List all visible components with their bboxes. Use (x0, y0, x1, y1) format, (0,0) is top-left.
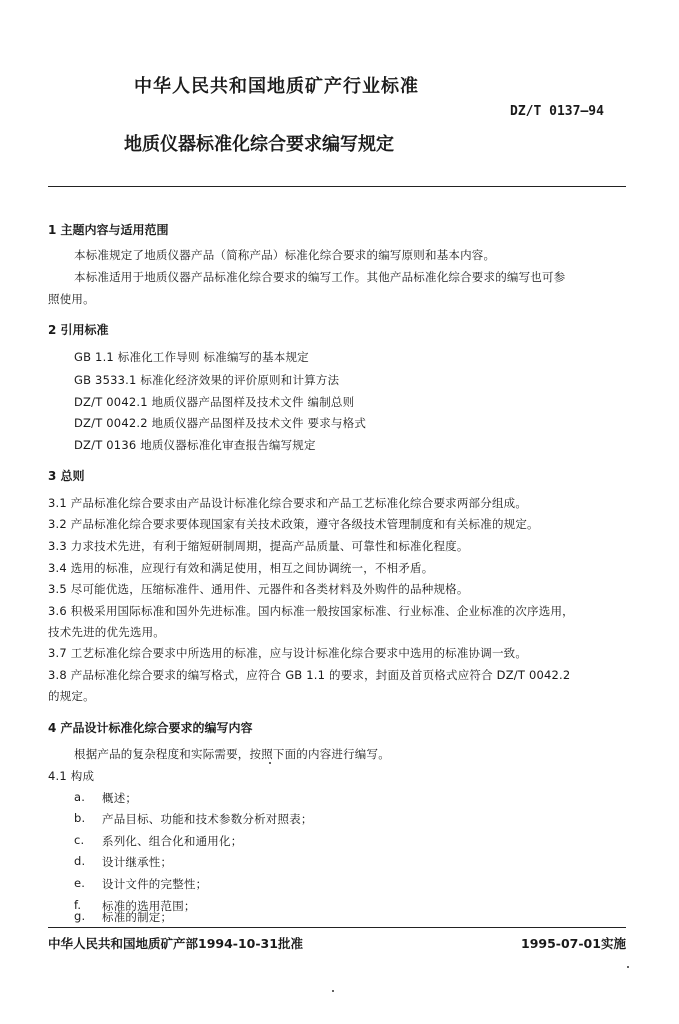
list-item-text: 设计继承性； (102, 855, 173, 869)
clause-3-4: 3.4 选用的标准，应现行有效和满足使用，相互之间协调统一，不相矛盾。 (48, 561, 434, 575)
scan-speck (332, 990, 334, 992)
clause-3-8: 3.8 产品标准化综合要求的编写格式，应符合 GB 1.1 的要求，封面及首页格式应符合 DZ/T 0042.2 (48, 668, 571, 682)
reference-item: GB 3533.1 标准化经济效果的评价原则和计算方法 (74, 373, 340, 387)
list-item-letter: g. (74, 909, 86, 923)
list-item-letter: e. (74, 876, 86, 890)
list-item-text: 产品目标、功能和技术参数分析对照表； (102, 812, 313, 826)
clause-4-1-heading: 4.1 构成 (48, 769, 95, 783)
reference-item: DZ/T 0042.1 地质仪器产品图样及技术文件 编制总则 (74, 395, 355, 409)
list-item-letter: b. (74, 811, 86, 825)
reference-item: GB 1.1 标准化工作导则 标准编写的基本规定 (74, 350, 309, 364)
section-4-intro: 根据产品的复杂程度和实际需要，按照下面的内容进行编写。 (74, 747, 390, 761)
clause-3-3: 3.3 力求技术先进，有利于缩短研制周期，提高产品质量、可靠性和标准化程度。 (48, 539, 469, 553)
clause-3-7: 3.7 工艺标准化综合要求中所选用的标准，应与设计标准化综合要求中选用的标准协调一致。 (48, 646, 528, 660)
section-1-heading: 1 主题内容与适用范围 (48, 223, 169, 237)
list-item-letter: a. (74, 790, 86, 804)
section-1-para-2-line-1: 本标准适用于地质仪器产品标准化综合要求的编写工作。其他产品标准化综合要求的编写也可参 (74, 270, 566, 284)
scan-speck (269, 762, 271, 764)
clause-3-5: 3.5 尽可能优选，压缩标准件、通用件、元器件和各类材料及外购件的品种规格。 (48, 582, 469, 596)
section-3-heading: 3 总则 (48, 469, 85, 483)
implementation-date: 1995-07-01实施 (521, 936, 626, 951)
list-item-text: 设计文件的完整性； (102, 877, 208, 891)
clause-3-8-cont: 的规定。 (48, 689, 95, 703)
scan-speck (627, 966, 629, 968)
reference-item: DZ/T 0136 地质仪器标准化审查报告编写规定 (74, 438, 316, 452)
clause-3-1: 3.1 产品标准化综合要求由产品设计标准化综合要求和产品工艺标准化综合要求两部分组成。 (48, 496, 528, 510)
clause-3-6-cont: 技术先进的优先选用。 (48, 625, 165, 639)
clause-3-6: 3.6 积极采用国际标准和国外先进标准。国内标准一般按国家标准、行业标准、企业标准的次序选用， (48, 604, 574, 618)
list-item-letter: c. (74, 833, 85, 847)
list-item-text: 概述； (102, 791, 138, 805)
reference-item: DZ/T 0042.2 地质仪器产品图样及技术文件 要求与格式 (74, 416, 367, 430)
list-item-letter: d. (74, 854, 86, 868)
top-rule (48, 186, 626, 187)
document-title: 地质仪器标准化综合要求编写规定 (124, 134, 394, 155)
approval-line: 中华人民共和国地质矿产部1994-10-31批准 (48, 936, 303, 951)
section-2-heading: 2 引用标准 (48, 323, 109, 337)
section-1-para-1: 本标准规定了地质仪器产品（简称产品）标准化综合要求的编写原则和基本内容。 (74, 248, 496, 262)
bottom-rule (48, 927, 626, 928)
list-item-text: 系列化、组合化和通用化； (102, 834, 243, 848)
industry-standard-heading: 中华人民共和国地质矿产行业标准 (134, 76, 419, 97)
list-item-letter: f. (74, 898, 82, 912)
list-item-text: 标准的选用范围； (102, 899, 196, 913)
clause-3-2: 3.2 产品标准化综合要求要体现国家有关技术政策，遵守各级技术管理制度和有关标准的规定。 (48, 517, 539, 531)
list-item-text: 标准的制定； (102, 910, 173, 924)
standard-code: DZ/T 0137—94 (510, 104, 604, 119)
section-1-para-2-line-2: 照使用。 (48, 292, 95, 306)
section-4-heading: 4 产品设计标准化综合要求的编写内容 (48, 721, 253, 735)
